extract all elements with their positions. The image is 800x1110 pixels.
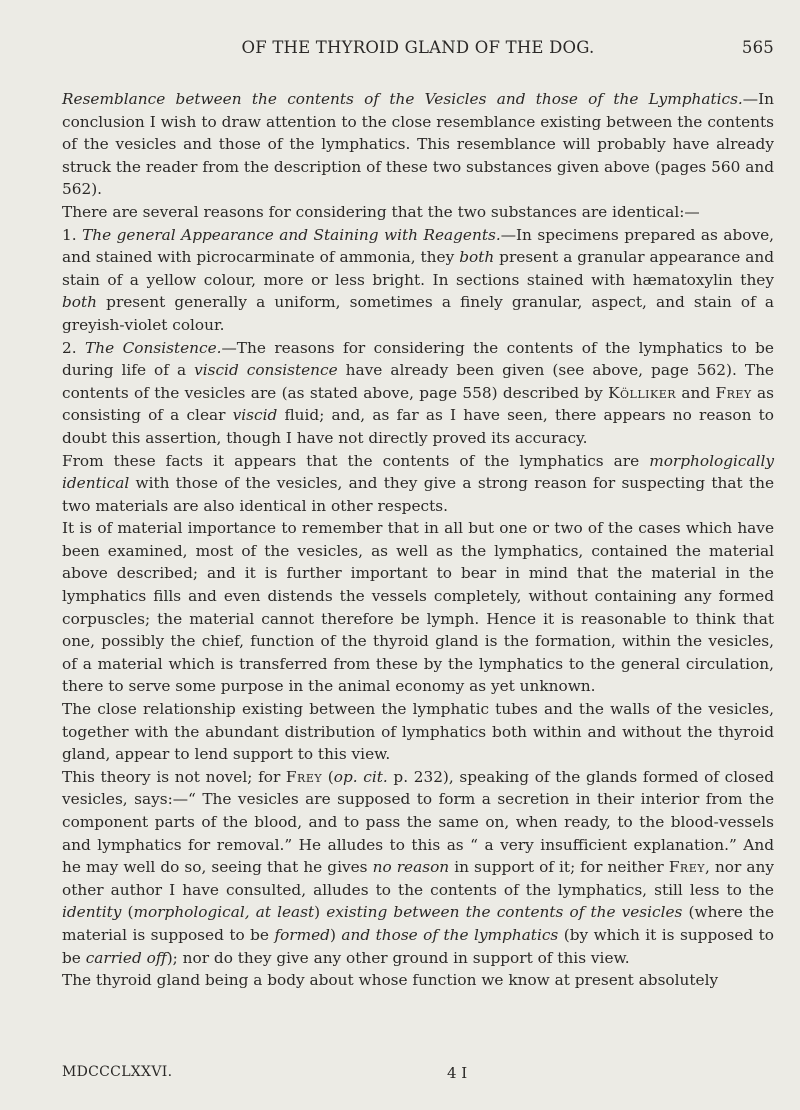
sheet-signature: 4 I bbox=[447, 1064, 468, 1082]
paragraph-resemblance bbox=[62, 88, 774, 201]
paragraph-reason-2 bbox=[62, 337, 774, 450]
text-run: From these facts it appears that the contents of the lymphatics are bbox=[62, 451, 650, 470]
text-run: fluid; and, as far as I have seen, there appears no reason to doubt this assertion, though I have not directly proved its accuracy. bbox=[62, 406, 774, 447]
emphasis: op. cit. bbox=[333, 767, 388, 786]
text-run: ( bbox=[121, 903, 134, 922]
emphasis: viscid consistence bbox=[194, 361, 338, 380]
text-run: ) bbox=[314, 903, 327, 922]
emphasis: and those of the lymphatics bbox=[341, 925, 559, 944]
section-heading: Resemblance between the contents of the Vesicles and those of the Lymphatics. bbox=[62, 90, 743, 108]
text-run: (by which it is supposed to be bbox=[62, 925, 774, 967]
emphasis: carried off bbox=[85, 948, 167, 967]
paragraph-reason-1 bbox=[62, 224, 774, 337]
list-number: 2. bbox=[62, 338, 86, 357]
text-run: , nor any other author I have consulted, alludes to the contents of the lymphatics, still less to the bbox=[62, 858, 775, 899]
year-signature: MDCCCLXXVI. bbox=[62, 1064, 173, 1080]
emphasis: identity bbox=[62, 903, 122, 922]
text-run: have already been given (see above, page 562). The contents of the vesicles are (as stated above, page 558) described by bbox=[62, 361, 774, 402]
author-name: Frey bbox=[668, 858, 705, 877]
running-header bbox=[62, 38, 774, 62]
emphasis: no reason bbox=[372, 858, 450, 877]
paragraph-importance: It is of material importance to remember that in all but one or two of the cases which have been examined, most of the vesicles, as well as the lymphatics, contained the material above described; and it is further important to bear in mind that the material in the lymphatics fills and even distends the vessels completely, without containing any formed corpuscles; the material cannot therefore be lymph. Hence it is reasonable to think that one, possibly the chief, function of the thyroid gland is the formation, within the vesicles, of a material which is transferred from these by the lymphatics to the general circulation, there to serve some purpose in the animal economy as yet unknown. bbox=[62, 519, 774, 696]
text-run: and bbox=[676, 383, 716, 402]
text-run: as consisting of a clear bbox=[62, 383, 774, 425]
paragraph-facts bbox=[62, 450, 774, 518]
text-run: p. 232), speaking of the glands formed of closed vesicles, says:—“ The vesicles are supposed to form a secretion in their interior from the component parts of the blood, and to pass the same on, when ready, to the blood-vessels and lymphatics for removal.” He alludes to this as “ a very insufficient explanation.” And he may well do so, seeing that he gives bbox=[62, 767, 774, 877]
text-run: in support of it; for neither bbox=[449, 858, 669, 877]
text-run: with those of the vesicles, and they give a strong reason for suspecting that the two materials are also identical in other respects. bbox=[62, 474, 774, 515]
text-run: ( bbox=[322, 767, 334, 786]
text-run: present a granular appearance and stain of a yellow colour, more or less bright. In sections stained with hæmatoxylin they bbox=[62, 248, 774, 289]
paragraph-final: The thyroid gland being a body about whose function we know at present absolutely bbox=[62, 971, 719, 990]
text-run: present generally a uniform, sometimes a finely granular, aspect, and stain of a greyish-violet colour. bbox=[62, 293, 774, 334]
text-run: ); nor do they give any other ground in support of this view. bbox=[166, 948, 630, 967]
reason-heading: The Consistence. bbox=[85, 338, 222, 357]
emphasis: morphologically identical bbox=[62, 451, 774, 493]
emphasis: formed bbox=[274, 925, 330, 944]
emphasis: existing between the contents of the vesicles bbox=[326, 903, 683, 922]
list-number: 1. bbox=[62, 225, 83, 244]
text-run: This theory is not novel; for bbox=[62, 767, 286, 786]
author-name: Frey bbox=[715, 383, 752, 402]
author-name: Kölliker bbox=[608, 383, 677, 402]
paragraph-relationship: The close relationship existing between the lymphatic tubes and the walls of the vesicles, together with the abundant distribution of lymphatics both within and without the thyroid gland, appear to lend support to this view. bbox=[62, 700, 774, 764]
text-run: (where the material is supposed to be bbox=[62, 903, 775, 944]
reason-heading: The general Appearance and Staining with Reagents. bbox=[82, 225, 501, 244]
author-name: Frey bbox=[285, 767, 323, 786]
emphasis: morphological, at least bbox=[133, 903, 315, 922]
emphasis: viscid bbox=[232, 406, 278, 425]
running-title: OF THE THYROID GLAND OF THE DOG. bbox=[241, 38, 595, 57]
page-footer bbox=[62, 1064, 774, 1086]
page-number: 565 bbox=[741, 38, 774, 57]
paragraph-theory bbox=[62, 766, 774, 969]
emphasis: both bbox=[62, 293, 98, 312]
paragraph-reasons: There are several reasons for considering that the two substances are identical:— bbox=[62, 202, 700, 221]
emphasis: both bbox=[459, 248, 495, 267]
paragraph-text: —In conclusion I wish to draw attention to the close resemblance existing between the contents of the vesicles and those of the lymphatics. This resemblance will probably have already struck the reader from the description of these two substances given above (pages 560 and 562). bbox=[62, 90, 774, 199]
text-run: —In specimens prepared as above, and stained with picrocarminate of ammonia, they bbox=[62, 225, 774, 267]
text-run: ) bbox=[329, 925, 342, 944]
body-text bbox=[62, 88, 774, 992]
text-run: —The reasons for considering the contents of the lymphatics to be during life of a bbox=[62, 338, 774, 380]
